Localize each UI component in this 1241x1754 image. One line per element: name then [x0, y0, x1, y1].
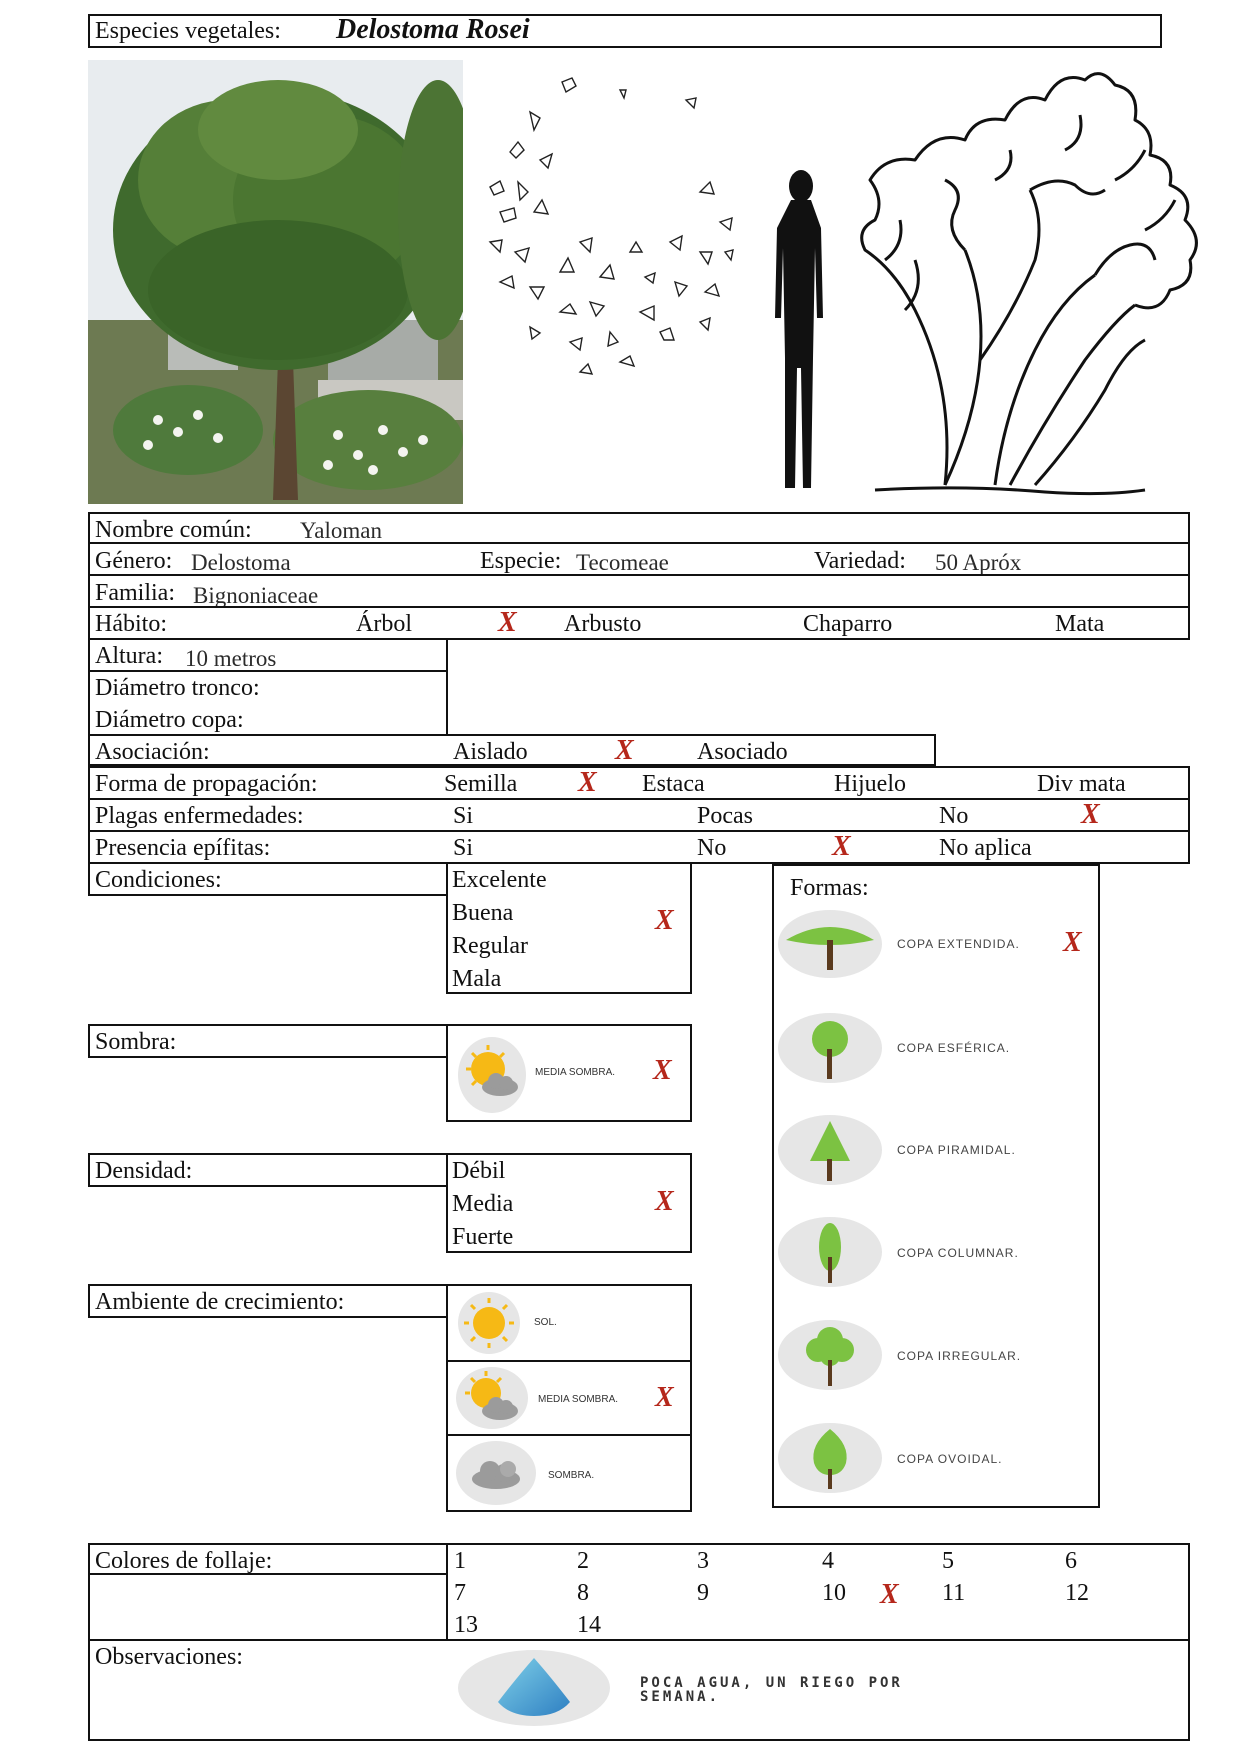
propagacion-selected-mark: X: [578, 767, 597, 798]
cloud-icon: [456, 1441, 536, 1505]
person-silhouette: [765, 168, 835, 496]
plagas-option-no[interactable]: No: [939, 803, 969, 829]
nombre-comun-label: Nombre común:: [95, 517, 252, 543]
variedad-label: Variedad:: [814, 548, 906, 574]
color-option-5[interactable]: 5: [942, 1548, 954, 1574]
observaciones-text-line1: POCA AGUA, UN RIEGO POR: [640, 1675, 903, 1691]
nombre-comun-value: Yaloman: [300, 518, 383, 543]
plagas-label: Plagas enfermedades:: [95, 803, 304, 829]
propagacion-option-estaca[interactable]: Estaca: [642, 771, 705, 797]
genero-label: Género:: [95, 548, 173, 574]
observaciones-text-line2: SEMANA.: [640, 1689, 721, 1705]
epifitas-option-no-aplica[interactable]: No aplica: [939, 835, 1032, 861]
asociacion-selected-mark: X: [615, 735, 634, 766]
formas-selected-mark: X: [1063, 927, 1082, 958]
color-option-14[interactable]: 14: [577, 1612, 601, 1638]
colores-divider: [446, 1543, 448, 1641]
forma-extendida-icon: [778, 910, 882, 978]
colores-selected-mark: X: [880, 1579, 899, 1610]
densidad-label: Densidad:: [95, 1158, 193, 1184]
color-option-7[interactable]: 7: [454, 1580, 466, 1606]
color-option-4[interactable]: 4: [822, 1548, 834, 1574]
densidad-option-debil[interactable]: Débil: [452, 1158, 506, 1184]
habito-selected-mark: X: [498, 607, 517, 638]
sombra-selected-mark: X: [653, 1055, 672, 1086]
especie-value: Tecomeae: [576, 550, 669, 575]
diametro-copa-label: Diámetro copa:: [95, 707, 244, 733]
familia-label: Familia:: [95, 580, 175, 606]
densidad-selected-mark: X: [655, 1186, 674, 1217]
condiciones-label: Condiciones:: [95, 867, 222, 893]
ambiente-partly-cloudy-icon: [456, 1367, 528, 1429]
forma-columnar-icon: [778, 1217, 882, 1287]
diametro-tronco-label: Diámetro tronco:: [95, 675, 260, 701]
observaciones-panel: [88, 1639, 1190, 1741]
familia-value: Bignoniaceae: [193, 583, 319, 608]
habito-label: Hábito:: [95, 611, 167, 637]
habito-option-mata[interactable]: Mata: [1055, 611, 1105, 637]
plagas-option-si[interactable]: Si: [453, 803, 474, 829]
forma-option-irregular[interactable]: COPA IRREGULAR.: [897, 1349, 1022, 1363]
asociacion-option-asociado[interactable]: Asociado: [697, 739, 788, 765]
forma-option-columnar[interactable]: COPA COLUMNAR.: [897, 1246, 1019, 1260]
forma-option-ovoidal[interactable]: COPA OVOIDAL.: [897, 1452, 1003, 1466]
asociacion-option-aislado[interactable]: Aislado: [453, 739, 528, 765]
color-option-8[interactable]: 8: [577, 1580, 589, 1606]
habito-option-arbusto[interactable]: Arbusto: [564, 611, 642, 637]
sombra-value[interactable]: MEDIA SOMBRA.: [535, 1067, 616, 1078]
condiciones-option-mala[interactable]: Mala: [452, 966, 502, 992]
plagas-option-pocas[interactable]: Pocas: [697, 803, 753, 829]
epifitas-option-si[interactable]: Si: [453, 835, 474, 861]
tree-photo: [88, 60, 463, 504]
condiciones-option-excelente[interactable]: Excelente: [452, 867, 547, 893]
plagas-selected-mark: X: [1081, 799, 1100, 830]
formas-label: Formas:: [790, 875, 869, 901]
epifitas-selected-mark: X: [832, 831, 851, 862]
color-option-10[interactable]: 10: [822, 1580, 846, 1606]
color-option-6[interactable]: 6: [1065, 1548, 1077, 1574]
sombra-partly-cloudy-icon: [458, 1037, 526, 1113]
color-option-12[interactable]: 12: [1065, 1580, 1089, 1606]
sun-icon: [458, 1292, 520, 1354]
genero-value: Delostoma: [191, 550, 291, 575]
row-nombre-comun: [88, 512, 1190, 544]
epifitas-option-no[interactable]: No: [697, 835, 727, 861]
leaf-scatter-sketch: [470, 72, 760, 382]
propagacion-option-div-mata[interactable]: Div mata: [1037, 771, 1126, 797]
tree-outline-sketch: [845, 60, 1205, 500]
color-option-9[interactable]: 9: [697, 1580, 709, 1606]
condiciones-selected-mark: X: [655, 905, 674, 936]
ambiente-option-sol[interactable]: SOL.: [534, 1317, 557, 1328]
ambiente-option-media-sombra[interactable]: MEDIA SOMBRA.: [538, 1394, 619, 1405]
ambiente-option-sombra[interactable]: SOMBRA.: [548, 1470, 595, 1481]
water-drop-icon: [458, 1650, 610, 1726]
color-option-2[interactable]: 2: [577, 1548, 589, 1574]
forma-irregular-icon: [778, 1320, 882, 1390]
propagacion-option-semilla[interactable]: Semilla: [444, 771, 518, 797]
forma-option-piramidal[interactable]: COPA PIRAMIDAL.: [897, 1143, 1016, 1157]
habito-option-chaparro[interactable]: Chaparro: [803, 611, 893, 637]
forma-option-esferica[interactable]: COPA ESFÉRICA.: [897, 1041, 1011, 1055]
densidad-option-fuerte[interactable]: Fuerte: [452, 1224, 514, 1250]
color-option-11[interactable]: 11: [942, 1580, 966, 1606]
propagacion-option-hijuelo[interactable]: Hijuelo: [834, 771, 906, 797]
colores-label: Colores de follaje:: [95, 1548, 273, 1574]
observaciones-label: Observaciones:: [95, 1644, 243, 1670]
color-option-3[interactable]: 3: [697, 1548, 709, 1574]
altura-value: 10 metros: [185, 646, 277, 671]
variedad-value: 50 Apróx: [935, 550, 1022, 575]
sombra-label: Sombra:: [95, 1029, 177, 1055]
color-option-13[interactable]: 13: [454, 1612, 478, 1638]
asociacion-label: Asociación:: [95, 739, 210, 765]
densidad-option-media[interactable]: Media: [452, 1191, 514, 1217]
forma-esferica-icon: [778, 1013, 882, 1083]
forma-ovoidal-icon: [778, 1423, 882, 1493]
ambiente-selected-mark: X: [655, 1382, 674, 1413]
condiciones-option-regular[interactable]: Regular: [452, 933, 528, 959]
epifitas-label: Presencia epífitas:: [95, 835, 271, 861]
especie-label: Especie:: [480, 548, 562, 574]
altura-label: Altura:: [95, 643, 163, 669]
condiciones-option-buena[interactable]: Buena: [452, 900, 514, 926]
species-title: Delostoma Rosei: [336, 14, 530, 45]
forma-option-extendida[interactable]: COPA EXTENDIDA.: [897, 937, 1020, 951]
header-label: Especies vegetales:: [95, 18, 281, 44]
color-option-1[interactable]: 1: [454, 1548, 466, 1574]
habito-option-arbol[interactable]: Árbol: [356, 611, 412, 637]
forma-piramidal-icon: [778, 1115, 882, 1185]
propagacion-label: Forma de propagación:: [95, 771, 318, 797]
ambiente-label: Ambiente de crecimiento:: [95, 1289, 345, 1315]
